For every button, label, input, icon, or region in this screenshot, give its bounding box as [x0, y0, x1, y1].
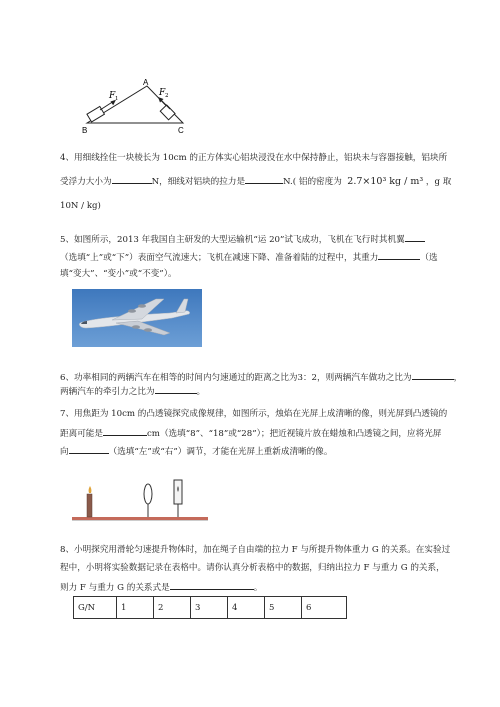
table-cell: 1 [117, 597, 154, 619]
q6-blank-force-ratio[interactable] [155, 384, 197, 394]
q7-blank-direction[interactable] [69, 444, 109, 454]
engine-3 [132, 325, 140, 329]
q5-blank-gravity[interactable] [378, 250, 420, 260]
q8-line3: 则力 F 与重力 G 的关系式是 。 [60, 580, 262, 594]
optical-bench-figure [72, 474, 208, 526]
q7-line2: 距离可能是 cm（选填“8”、“18”或“28”）；把近视镜片放在蜡烛和凸透镜之间，应将光屏 [60, 426, 441, 440]
q5-blank-surface[interactable] [405, 232, 425, 242]
q6-blank-work-ratio[interactable] [412, 370, 454, 380]
q4-line1: 4、用细线拴住一块棱长为 10cm 的正方体实心铝块浸没在水中保持静止，铝块未与容器接触，铝块所 [60, 153, 448, 163]
label-b: B [82, 126, 88, 135]
table-cell: 5 [265, 597, 302, 619]
label-f2: F [159, 88, 166, 98]
engine-2 [138, 304, 146, 308]
engine-4 [144, 328, 152, 332]
q4-line2: 受浮力大小为 N，细线对铝块的拉力是 N.( 铝的密度为 2.7×10³ kg / m³ ，g 取 [60, 176, 452, 187]
table-cell: 6 [302, 597, 347, 619]
table-cell: 3 [191, 597, 228, 619]
q5-line3: 填“变大”、“变小”或“不变”）。 [60, 269, 177, 279]
label-f1-sub: 1 [115, 96, 119, 102]
q5-line1: 5、如图所示，2013 年我国自主研发的大型运输机“运 20”试飞成功，飞机在飞行时其机翼 [60, 232, 425, 246]
q8-line1: 8、小明探究用滑轮匀速提升物体时，加在绳子自由端的拉力 F 与所提升物体重力 G 的关系。在实验过 [60, 545, 451, 555]
q8-blank-relation[interactable] [170, 580, 254, 590]
label-f1: F [109, 91, 116, 101]
q4-density-value: 2.7×10³ kg / m³ [347, 176, 424, 187]
q7-blank-distance[interactable] [103, 426, 147, 436]
label-c: C [178, 126, 184, 135]
q7-line1: 7、用焦距为 10cm 的凸透镜探究成像规律，如图所示，烛焰在光屏上成清晰的像，则光屏到凸透镜的 [60, 409, 448, 419]
label-a: A [143, 78, 149, 87]
candle-flame [89, 486, 92, 493]
q6-line2: 两辆汽车的牵引力之比为 。 [60, 384, 205, 398]
q4-line3: 10N / kg) [60, 201, 101, 211]
q4-blank-buoyancy[interactable] [112, 174, 152, 184]
table-header-cell: G/N [74, 597, 117, 619]
airplane-photo [72, 289, 202, 347]
data-table [73, 596, 347, 619]
convex-lens [144, 484, 152, 504]
label-f2-sub: 2 [165, 93, 169, 99]
table-row [74, 597, 347, 619]
candle [87, 494, 92, 517]
q7-line3: 向 （选填“左”或“右”）调节，才能在光屏上重新成清晰的像。 [60, 444, 332, 458]
measuring-tape [72, 517, 208, 520]
q6-line1: 6、功率相同的两辆汽车在相等的时间内匀速通过的距离之比为3：2，则两辆汽车做功之比为 ， [60, 370, 462, 384]
q8-line2: 程中，小明将实验数据记录在表格中。请你认真分析表格中的数据，归纳出拉力 F 与重力 G 的关系， [60, 563, 445, 573]
engine-1 [128, 309, 136, 313]
incline-figure [78, 78, 198, 138]
q4-blank-tension[interactable] [245, 174, 283, 184]
q5-line2: （选填“上”或“下”）表面空气流速大；飞机在减速下降、准备着陆的过程中，其重力 （选 [60, 250, 438, 264]
table-cell: 4 [228, 597, 265, 619]
table-cell: 2 [154, 597, 191, 619]
